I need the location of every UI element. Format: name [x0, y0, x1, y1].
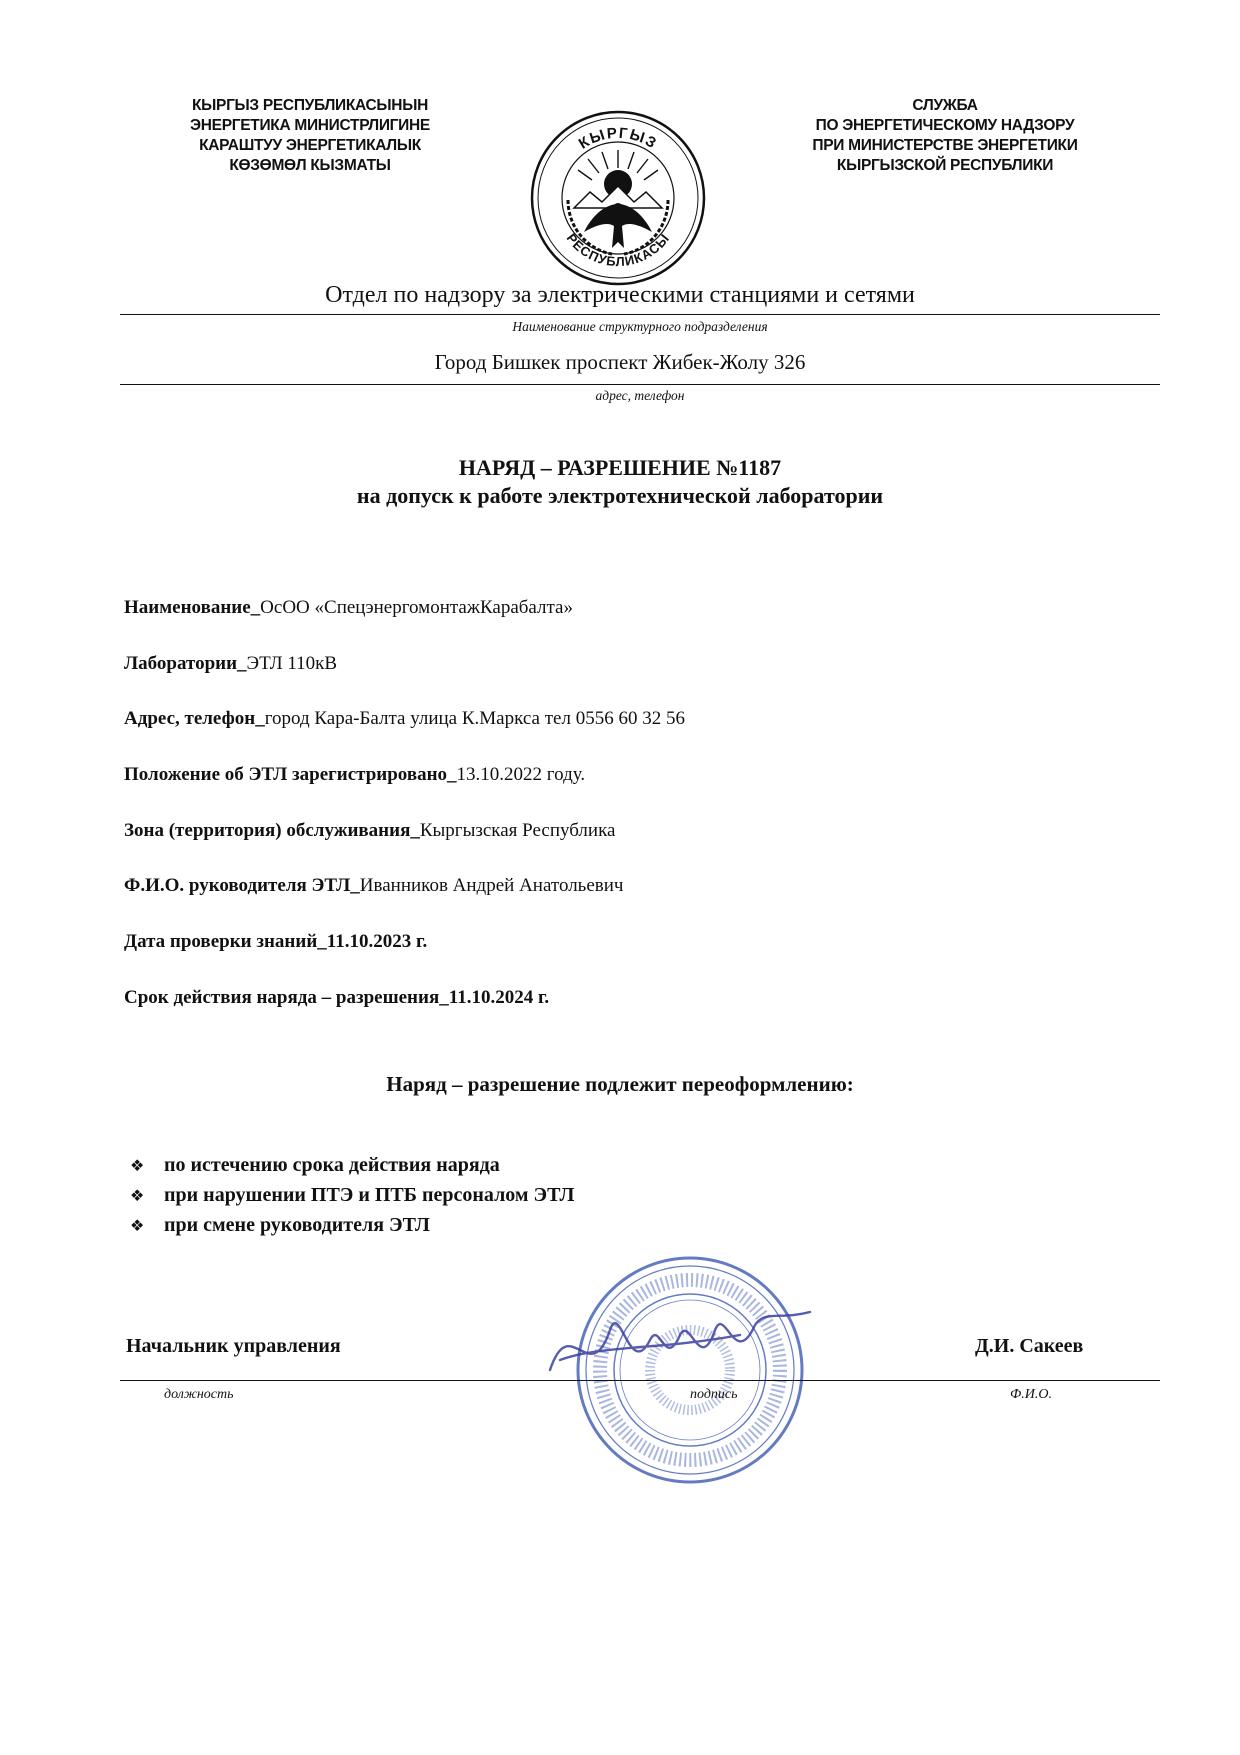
- field-label: Ф.И.О. руководителя ЭТЛ: [124, 875, 351, 897]
- field-value: Иванников Андрей Анатольевич: [359, 875, 624, 897]
- signatory-name: Д.И. Сакеев: [975, 1335, 1084, 1357]
- field-label: Адрес, телефон: [124, 708, 256, 730]
- field-label: Зона (территория) обслуживания: [124, 819, 411, 841]
- address-value: Город Бишкек проспект Жибек-Жолу 326: [434, 350, 806, 374]
- department-rule: [120, 314, 1160, 315]
- signatory-position: Начальник управления: [126, 1335, 341, 1357]
- field-value: 13.10.2022 году.: [456, 764, 586, 786]
- header-left-line: КӨЗӨМӨЛ КЫЗМАТЫ: [229, 157, 391, 174]
- kyrgyz-state-emblem-icon: [528, 108, 708, 288]
- address-caption: адрес, телефон: [595, 388, 685, 403]
- field-laboratory: Лаборатории_ЭТЛ 110кВ: [124, 652, 338, 674]
- field-label: Лаборатории: [124, 652, 238, 674]
- field-value: ОсОО «СпецэнергомонтажКарабалта»: [260, 597, 573, 618]
- document-title: [120, 454, 1120, 510]
- reissue-list: [130, 1150, 574, 1240]
- department-name: Отдел по надзору за электрическими станциями и сетями: [325, 282, 915, 308]
- field-service-zone: Зона (территория) обслуживания_Кыргызская Республика: [124, 819, 616, 841]
- field-validity-date: Срок действия наряда – разрешения_11.10.2024 г.: [124, 986, 550, 1008]
- signature-caption: подпись: [690, 1387, 738, 1402]
- field-name: Наименование_ОсОО «СпецэнергомонтажКарабалта»: [124, 597, 573, 618]
- field-label: Наименование: [124, 597, 251, 618]
- header-right-line: КЫРГЫЗСКОЙ РЕСПУБЛИКИ: [836, 157, 1054, 174]
- permit-fields: [124, 592, 1124, 1038]
- reissue-heading: Наряд – разрешение подлежит переоформлению:: [386, 1072, 854, 1096]
- field-value: ЭТЛ 110кВ: [246, 652, 338, 674]
- handwritten-signature-icon: [540, 1290, 820, 1400]
- name-caption: Ф.И.О.: [1010, 1387, 1052, 1402]
- position-caption: должность: [164, 1387, 234, 1402]
- field-value: 11.10.2023 г.: [326, 931, 428, 953]
- field-label: Срок действия наряда – разрешения: [124, 986, 440, 1008]
- address-rule: [120, 384, 1160, 385]
- diamond-bullet-icon: ❖: [130, 1156, 145, 1175]
- header-left-block: [140, 96, 480, 176]
- field-label: Положение об ЭТЛ зарегистрировано: [124, 764, 448, 786]
- emblem-top-text: КЫРГЫЗ: [575, 124, 661, 153]
- emblem-bottom-text: РЕСПУБЛИКАСЫ: [563, 230, 673, 270]
- title-line-1: НАРЯД – РАЗРЕШЕНИЕ №1187: [458, 455, 782, 480]
- field-label: Дата проверки знаний: [124, 931, 318, 953]
- diamond-bullet-icon: ❖: [130, 1186, 145, 1205]
- header-right-line: ПРИ МИНИСТЕРСТВЕ ЭНЕРГЕТИКИ: [812, 137, 1078, 154]
- department-caption: Наименование структурного подразделения: [512, 319, 768, 334]
- field-value: 11.10.2024 г.: [448, 986, 550, 1008]
- header-left-line: КАРАШТУУ ЭНЕРГЕТИКАЛЫК: [199, 137, 421, 154]
- title-line-2: на допуск к работе электротехнической лаборатории: [356, 483, 884, 508]
- field-head-name: Ф.И.О. руководителя ЭТЛ_Иванников Андрей Анатольевич: [124, 875, 624, 897]
- field-regulation-registered: Положение об ЭТЛ зарегистрировано_13.10.2022 году.: [124, 764, 586, 786]
- field-knowledge-check-date: Дата проверки знаний_11.10.2023 г.: [124, 931, 428, 953]
- header-left-line: КЫРГЫЗ РЕСПУБЛИКАСЫНЫН: [192, 97, 428, 114]
- diamond-bullet-icon: ❖: [130, 1216, 145, 1235]
- header-right-line: ПО ЭНЕРГЕТИЧЕСКОМУ НАДЗОРУ: [815, 117, 1075, 134]
- list-item: ❖ при нарушении ПТЭ и ПТБ персоналом ЭТЛ: [130, 1180, 574, 1210]
- svg-text:КЫРГЫЗ: [576, 125, 660, 153]
- field-address-phone: Адрес, телефон_город Кара-Балта улица К.Маркса тел 0556 60 32 56: [124, 708, 685, 730]
- list-item: ❖ по истечению срока действия наряда: [130, 1150, 574, 1180]
- field-value: Кыргызская Республика: [419, 819, 616, 841]
- field-value: город Кара-Балта улица К.Маркса тел 0556 60 32 56: [264, 708, 685, 730]
- header-right-line: СЛУЖБА: [912, 97, 978, 114]
- signature-rule: [120, 1380, 1160, 1381]
- header-left-line: ЭНЕРГЕТИКА МИНИСТРЛИГИНЕ: [190, 117, 430, 134]
- header-right-block: [770, 96, 1120, 176]
- list-item: ❖ при смене руководителя ЭТЛ: [130, 1210, 574, 1240]
